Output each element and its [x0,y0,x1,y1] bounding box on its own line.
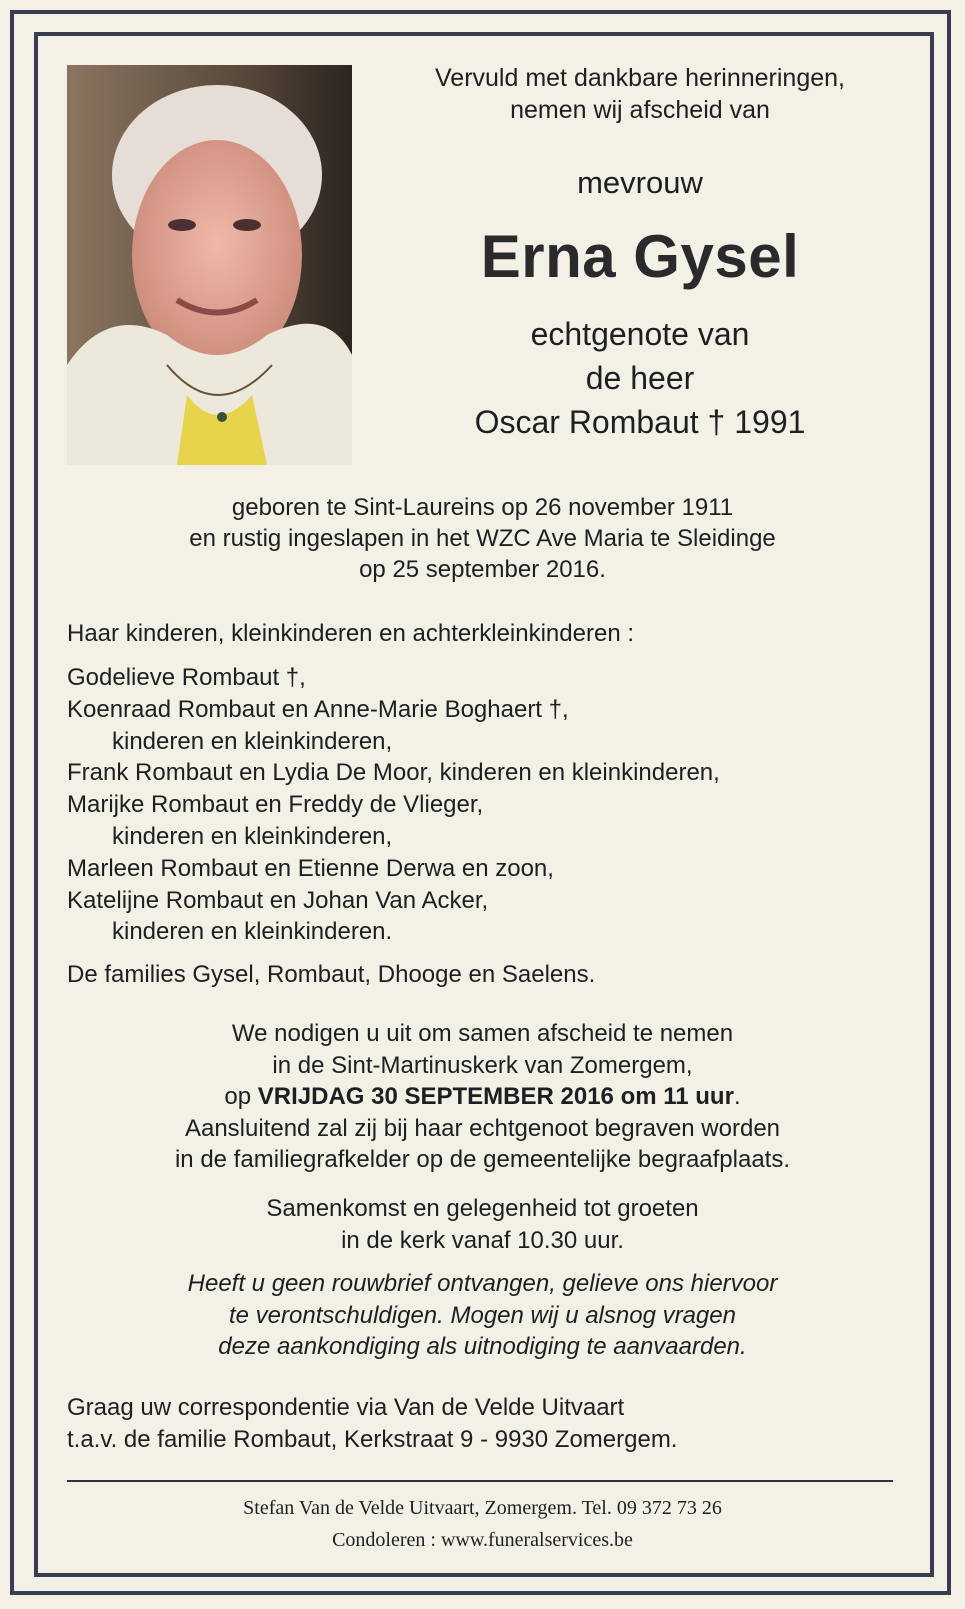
dates-line: geboren te Sint-Laureins op 26 november 1911 [231,494,734,521]
ceremony-date-prefix: op [224,1083,252,1110]
spouse-line: de heer [585,360,695,396]
notice-text [40,1268,925,1363]
heir-line: Godelieve Rombaut †, [67,664,306,691]
ceremony-date: VRIJDAG 30 SEPTEMBER 2016 om 11 uur [257,1083,734,1110]
honorific: mevrouw [577,165,703,200]
meeting-line: Samenkomst en gelegenheid tot groeten [266,1195,699,1222]
intro-line: nemen wij afscheid van [510,96,770,124]
intro-line: Vervuld met dankbare herinneringen, [435,64,845,92]
heir-line: Koenraad Rombaut en Anne-Marie Boghaert †, [67,695,569,723]
ceremony-line: We nodigen u uit om samen afscheid te nemen [231,1020,734,1047]
intro-text [380,62,900,126]
heir-line: kinderen en kleinkinderen, [112,822,393,850]
ceremony-line: Aansluitend zal zij bij haar echtgenoot begraven worden [184,1114,781,1142]
correspondence-line: t.a.v. de familie Rombaut, Kerkstraat 9 - 9930 Zomergem. [67,1426,678,1453]
heir-line: kinderen en kleinkinderen, [112,727,393,755]
correspondence-info [67,1392,677,1456]
notice-line: Heeft u geen rouwbrief ontvangen, gelieve ons hiervoor [187,1270,778,1297]
families-line: De families Gysel, Rombaut, Dhooge en Saelens. [67,961,596,988]
meeting-info [40,1193,925,1256]
heir-line: Katelijne Rombaut en Johan Van Acker, [67,886,489,914]
heir-line: Marleen Rombaut en Etienne Derwa en zoon, [67,854,554,882]
deceased-name: Erna Gysel [480,223,800,290]
ceremony-date-line [40,1081,925,1113]
dates-line: op 25 september 2016. [359,556,606,583]
notice-line: deze aankondiging als uitnodiging te aanvaarden. [218,1333,747,1360]
heir-line: Marijke Rombaut en Freddy de Vlieger, [67,791,484,819]
ceremony-line: in de familiegrafkelder op de gemeentelijke begraafplaats. [174,1146,791,1173]
ceremony-line: in de Sint-Martinuskerk van Zomergem, [272,1051,693,1079]
correspondence-line: Graag uw correspondentie via Van de Velde Uitvaart [67,1394,625,1421]
heirs-heading: Haar kinderen, kleinkinderen en achterkleinkinderen : [67,620,634,647]
funeral-home-contact: Stefan Van de Velde Uitvaart, Zomergem. Tel. 09 372 73 26 [243,1497,722,1519]
portrait-photo [67,65,352,465]
spouse-info [380,312,900,444]
meeting-line: in de kerk vanaf 10.30 uur. [341,1226,624,1254]
spouse-name: Oscar Rombaut † 1991 [474,404,806,440]
notice-line: te verontschuldigen. Mogen wij u alsnog vragen [229,1301,736,1329]
footer [40,1492,925,1556]
birth-death-dates [40,492,925,585]
spouse-line: echtgenote van [530,316,750,352]
condolence-website: Condoleren : www.funeralservices.be [332,1529,633,1551]
heir-line: Frank Rombaut en Lydia De Moor, kinderen en kleinkinderen, [67,759,720,787]
ceremony-date-suffix: . [733,1083,741,1110]
ceremony-info [40,1018,925,1176]
footer-divider [67,1480,893,1482]
dates-line: en rustig ingeslapen in het WZC Ave Maria te Sleidinge [189,525,776,552]
heirs-list [67,662,720,948]
heir-line: kinderen en kleinkinderen. [112,918,393,946]
